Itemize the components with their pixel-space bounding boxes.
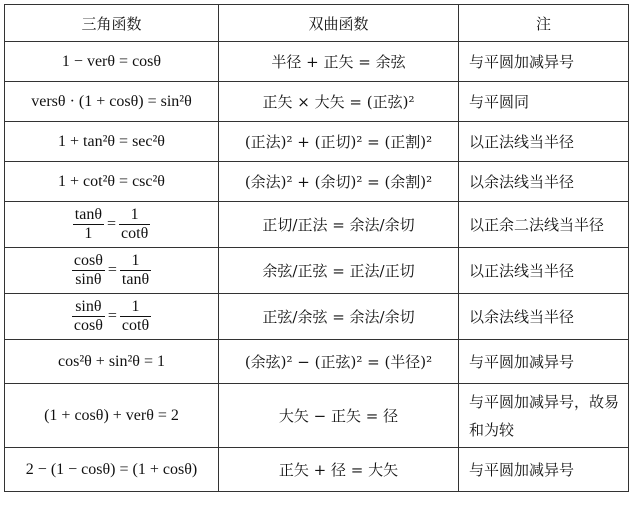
fraction-denominator: cotθ <box>121 317 150 334</box>
note-cell: 以余法线当半径 <box>459 162 629 202</box>
note-cell: 与平圆加减异号 <box>459 448 629 492</box>
fraction <box>73 206 104 243</box>
formula-text: 1 + cot²θ = csc²θ <box>58 173 165 190</box>
trig-formula <box>5 448 219 492</box>
trig-formula <box>5 294 219 340</box>
fraction-numerator: 1 <box>120 298 151 317</box>
note-cell: 与平圆加减异号 <box>459 42 629 82</box>
table-row <box>5 82 629 122</box>
note-cell: 以正余二法线当半径 <box>459 202 629 248</box>
trig-formula <box>5 42 219 82</box>
formula-text: 1 − verθ = cosθ <box>61 53 162 70</box>
hyperbolic-formula: 正弦/余弦 = 余法/余切 <box>219 294 459 340</box>
fraction-numerator: sinθ <box>72 298 105 317</box>
fraction <box>120 252 151 289</box>
hyperbolic-formula: 余弦/正弦 = 正法/正切 <box>219 248 459 294</box>
formula-text: 1 + tan²θ = sec²θ <box>58 133 165 150</box>
note-cell <box>459 384 629 448</box>
table-row <box>5 248 629 294</box>
hyperbolic-formula: 大矢 − 正矢 = 径 <box>219 384 459 448</box>
equals-sign: = <box>106 215 117 233</box>
trig-formula <box>5 248 219 294</box>
table-row <box>5 294 629 340</box>
header-row <box>5 5 629 42</box>
fraction <box>119 206 150 243</box>
note-cell: 以正法线当半径 <box>459 122 629 162</box>
comparison-table <box>4 4 629 492</box>
table-row <box>5 340 629 384</box>
fraction-denominator: cotθ <box>121 225 149 242</box>
table-row <box>5 122 629 162</box>
fraction-denominator: 1 <box>84 225 93 242</box>
header-trig: 三角函数 <box>5 5 219 42</box>
equals-sign: = <box>107 307 117 325</box>
header-hyperbolic: 双曲函数 <box>219 5 459 42</box>
fraction-numerator: 1 <box>119 206 150 225</box>
fraction-denominator: cosθ <box>73 317 103 334</box>
table-row <box>5 384 629 448</box>
table-row <box>5 202 629 248</box>
table-row <box>5 42 629 82</box>
equals-sign: = <box>107 261 117 279</box>
formula-text: (1 + cosθ) + verθ = 2 <box>44 407 179 424</box>
hyperbolic-formula: 正矢 + 径 = 大矢 <box>219 448 459 492</box>
hyperbolic-formula: (余弦)² − (正弦)² = (半径)² <box>219 340 459 384</box>
note-cell: 与平圆同 <box>459 82 629 122</box>
formula-text: 2 − (1 − cosθ) = (1 + cosθ) <box>25 461 198 478</box>
note-cell: 以正法线当半径 <box>459 248 629 294</box>
hyperbolic-formula: 正矢 × 大矢 = (正弦)² <box>219 82 459 122</box>
table-row <box>5 162 629 202</box>
hyperbolic-formula: (正法)² + (正切)² = (正割)² <box>219 122 459 162</box>
trig-formula <box>5 202 219 248</box>
fraction-denominator: tanθ <box>121 271 150 288</box>
note-cell: 与平圆加减异号 <box>459 340 629 384</box>
trig-formula <box>5 122 219 162</box>
trig-formula <box>5 82 219 122</box>
trig-formula <box>5 384 219 448</box>
formula-text: cos²θ + sin²θ = 1 <box>58 353 165 370</box>
table-row <box>5 448 629 492</box>
header-note: 注 <box>459 5 629 42</box>
hyperbolic-formula: (余法)² + (余切)² = (余割)² <box>219 162 459 202</box>
trig-formula <box>5 162 219 202</box>
fraction-numerator: 1 <box>120 252 151 271</box>
fraction <box>120 298 151 335</box>
fraction-numerator: cosθ <box>73 252 103 269</box>
hyperbolic-formula: 半径 + 正矢 = 余弦 <box>219 42 459 82</box>
fraction-denominator: sinθ <box>75 271 102 288</box>
note-text: 与平圆加减异号，故易和为较 <box>469 392 620 439</box>
hyperbolic-formula: 正切/正法 = 余法/余切 <box>219 202 459 248</box>
fraction-numerator: tanθ <box>74 206 102 223</box>
trig-formula <box>5 340 219 384</box>
fraction <box>72 298 105 335</box>
note-cell: 以余法线当半径 <box>459 294 629 340</box>
fraction <box>72 252 105 289</box>
formula-text: versθ · (1 + cosθ) = sin²θ <box>31 93 192 110</box>
